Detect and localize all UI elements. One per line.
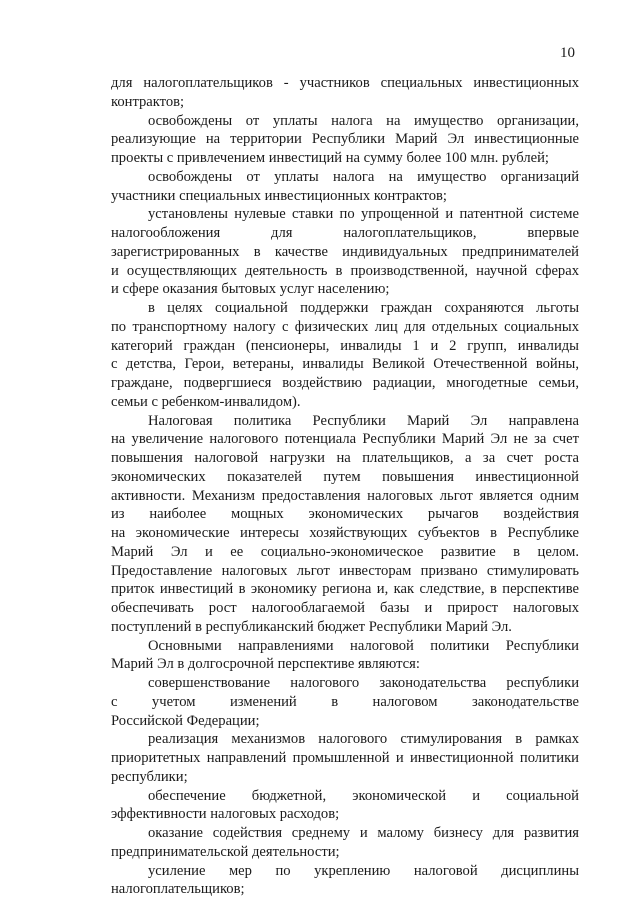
text-line: на увеличение налогового потенциала Республики Марий Эл не за счет [111, 431, 579, 448]
text-line: приток инвестиций в экономику региона и, как следствие, в перспективе [111, 581, 579, 598]
text-line: эффективности налоговых расходов; [111, 806, 340, 823]
text-line: Налоговая политика Республики Марий Эл направлена [148, 412, 579, 429]
text-line: экономических показателей путем повышения инвестиционной [111, 468, 579, 485]
text-line: Российской Федерации; [111, 712, 260, 729]
text-line: реализация механизмов налогового стимулирования в рамках [148, 731, 579, 748]
text-line: активности. Механизм предоставления налоговых льгот является одним [111, 487, 579, 504]
text-line: Марий Эл в долгосрочной перспективе являются: [111, 656, 420, 673]
text-line: оказание содействия среднему и малому бизнесу для развития [148, 825, 579, 841]
text-line: обеспечение бюджетной, экономической и социальной [148, 787, 579, 804]
text-line: предпринимательской деятельности; [111, 843, 340, 860]
text-line: Предоставление налоговых льгот инвесторам призвано стимулировать [111, 562, 579, 579]
text-line: контрактов; [111, 93, 185, 110]
text-line: республики; [111, 768, 188, 785]
text-line: освобождены от уплаты налога на имущество организации, [148, 112, 579, 129]
text-line: в целях социальной поддержки граждан сохраняются льготы [148, 300, 579, 316]
text-line: для налогоплательщиков - участников специальных инвестиционных [111, 75, 579, 91]
text-line: Основными направлениями налоговой политики Республики [148, 637, 579, 654]
text-line: на экономические интересы хозяйствующих субъектов в Республике [111, 525, 579, 541]
text-line: налогообложения для налогоплательщиков, впервые [111, 225, 579, 241]
text-line: и сфере оказания бытовых услуг населению; [111, 281, 390, 298]
text-line: участники специальных инвестиционных контрактов; [111, 187, 447, 204]
text-line: усиление мер по укреплению налоговой дисциплины [148, 862, 579, 879]
text-line: из наиболее мощных экономических рычагов воздействия [111, 506, 579, 523]
text-line: граждане, подвергшиеся воздействию радиации, многодетные семьи, [111, 375, 579, 391]
text-line: освобождены от уплаты налога на имущество организаций [148, 168, 579, 185]
text-line: проекты с привлечением инвестиций на сумму более 100 млн. рублей; [111, 150, 549, 166]
text-line: по транспортному налогу с физических лиц для отдельных социальных [111, 318, 579, 335]
text-line: с детства, Герои, ветераны, инвалиды Великой Отечественной войны, [111, 356, 579, 373]
text-line: и осуществляющих деятельность в производственной, научной сферах [111, 262, 579, 279]
page-number: 10 [560, 45, 575, 61]
text-line: категорий граждан (пенсионеры, инвалиды 1 и 2 групп, инвалиды [111, 337, 579, 354]
text-line: семьи с ребенком-инвалидом). [111, 393, 301, 410]
text-line: повышения налоговой нагрузки на плательщиков, а за счет роста [111, 450, 579, 466]
text-line: реализующие на территории Республики Марий Эл инвестиционные [111, 131, 579, 148]
document-text-body [111, 74, 579, 899]
text-line: с учетом изменений в налоговом законодательстве [111, 693, 579, 710]
text-line: Марий Эл и ее социально-экономическое развитие в целом. [111, 543, 579, 560]
text-line: обеспечивать рост налогооблагаемой базы и прирост налоговых [111, 600, 579, 616]
text-line: совершенствование налогового законодательства республики [148, 675, 579, 691]
text-line: установлены нулевые ставки по упрощенной и патентной системе [148, 206, 579, 223]
text-line: поступлений в республиканский бюджет Республики Марий Эл. [111, 618, 512, 635]
text-line: приоритетных направлений промышленной и инвестиционной политики [111, 750, 579, 766]
text-line: налогоплательщиков; [111, 881, 245, 898]
text-line: зарегистрированных в качестве индивидуальных предпринимателей [111, 243, 579, 260]
